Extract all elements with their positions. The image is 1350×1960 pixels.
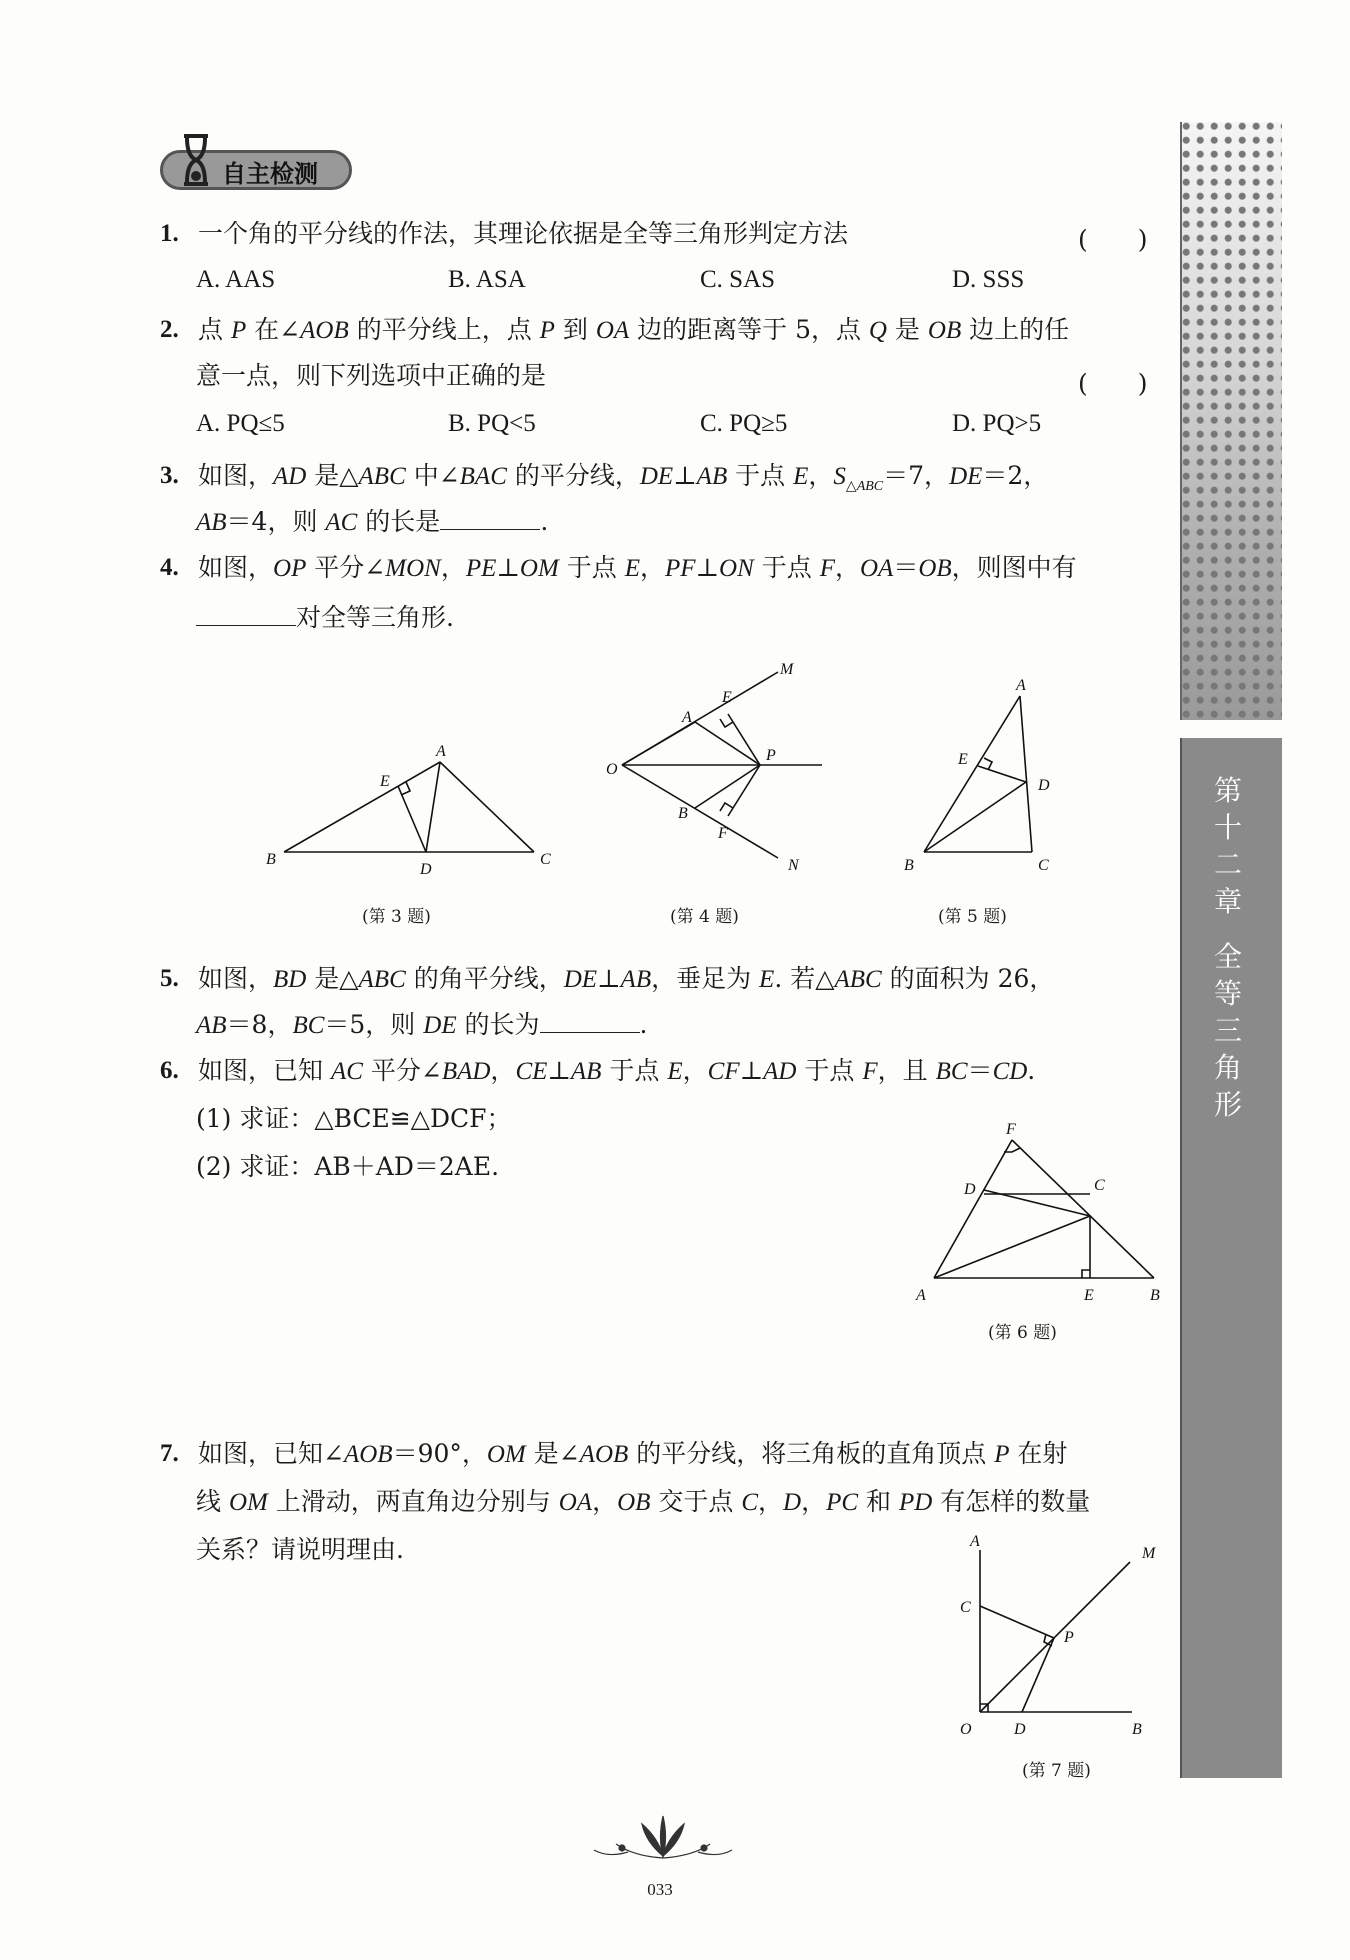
option-b: B. PQ<5 [448,410,536,437]
hourglass-icon [178,132,214,188]
label-P: P [766,747,776,764]
label-B: B [904,857,914,874]
figure-q3 [250,740,570,880]
figure-q7 [950,1530,1180,1750]
label-O: O [606,761,618,778]
label-N: N [788,857,799,874]
caption-q5: (第 5 题) [938,907,1007,927]
label-A: A [436,743,446,760]
option-a: A. AAS [196,266,276,293]
option-d: D. PQ>5 [952,410,1042,437]
chapter-title: 第 十 二 章 全 等 三 角 形 [1213,774,1242,1121]
label-C: C [1038,857,1049,874]
label-E: E [380,773,390,790]
question-3-line2: AB＝4，则 AC 的长是 . [196,507,549,536]
question-6-sub2: (2) 求证：AB＋AD＝2AE. [196,1152,500,1181]
label-A: A [916,1287,926,1304]
answer-paren: ( ) [1078,369,1148,398]
label-E: E [1084,1287,1094,1304]
label-O: O [960,1721,972,1738]
question-7-line3: 关系？请说明理由. [196,1535,404,1564]
label-B: B [266,851,276,868]
label-C: C [540,851,551,868]
label-A: A [1016,677,1026,694]
option-d: D. SSS [952,266,1025,293]
label-E: E [958,751,968,768]
label-D: D [420,861,432,878]
page-number: 033 [647,1880,673,1899]
caption-q7: (第 7 题) [1022,1761,1091,1781]
section-title: 自主检测 [222,160,318,188]
question-5-line2: AB＝8，BC＝5，则 DE 的长为 . [196,1010,648,1039]
option-b: B. ASA [448,266,526,293]
option-a: A. PQ≤5 [196,410,285,437]
question-7-line2: 线 OM 上滑动，两直角边分别与 OA，OB 交于点 C，D，PC 和 PD 有怎样的数量 [196,1487,1091,1516]
label-B: B [678,805,688,822]
caption-q4: (第 4 题) [670,907,739,927]
answer-paren: ( ) [1078,225,1148,254]
question-6-sub1: (1) 求证：△BCE≌△DCF； [196,1104,512,1133]
caption-q6: (第 6 题) [988,1323,1057,1343]
option-c: C. PQ≥5 [700,410,788,437]
label-M: M [780,661,794,678]
label-D: D [1038,777,1050,794]
label-C: C [1094,1177,1105,1194]
label-C: C [960,1599,971,1616]
label-A: A [682,709,692,726]
label-E: E [722,689,732,706]
option-c: C. SAS [700,266,776,293]
chapter-tab-pattern [1180,122,1282,720]
label-D: D [964,1181,976,1198]
label-F: F [1006,1121,1016,1138]
floral-ornament-icon [588,1808,738,1868]
question-4-line2: 对全等三角形. [196,594,454,642]
figure-q4 [600,650,840,880]
caption-q3: (第 3 题) [362,907,431,927]
figure-q5 [900,670,1080,880]
question-2-line2: 意一点，则下列选项中正确的是 [196,361,547,390]
label-P: P [1064,1629,1074,1646]
figure-q6 [900,1100,1180,1310]
label-B: B [1132,1721,1142,1738]
label-M: M [1142,1545,1156,1562]
label-F: F [718,825,728,842]
label-D: D [1014,1721,1026,1738]
label-A: A [970,1533,980,1550]
label-B: B [1150,1287,1160,1304]
